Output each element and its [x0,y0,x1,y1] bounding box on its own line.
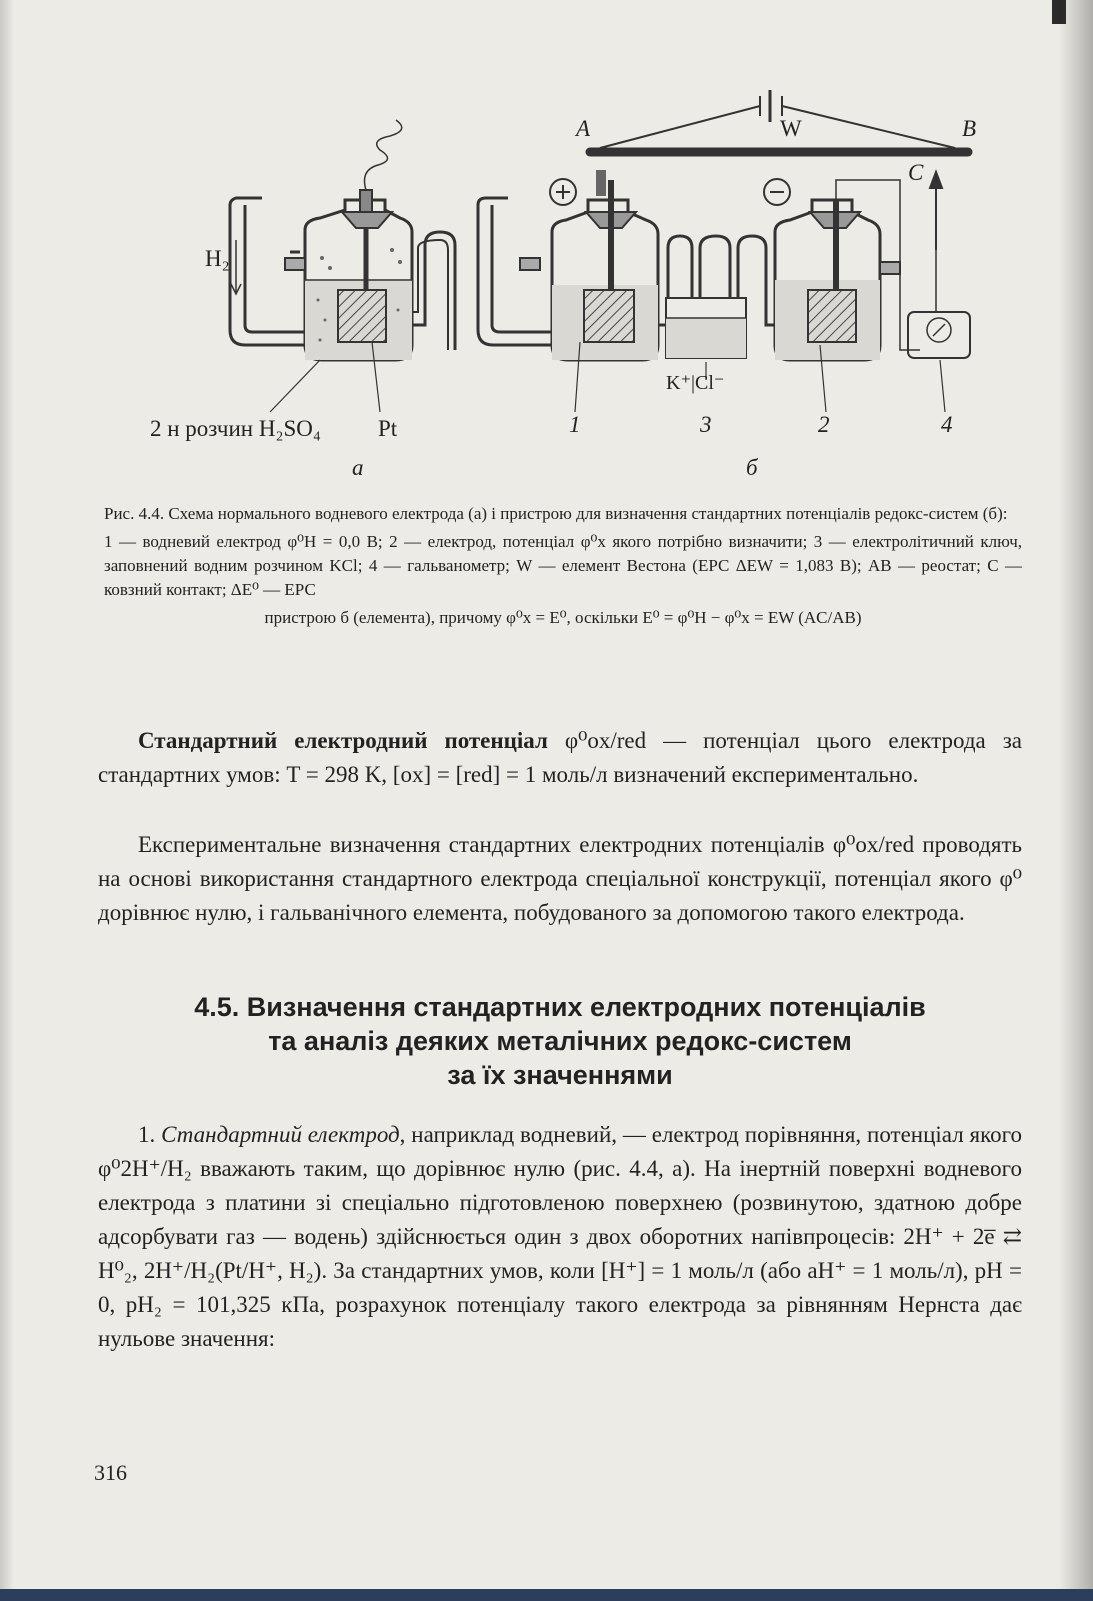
label-W: W [780,116,802,141]
letter-b: б [746,455,758,480]
label-B: B [962,116,977,141]
label-A: A [576,116,591,141]
label-3: 3 [700,412,712,437]
heading-line-1: 4.5. Визначення стандартних електродних потенціалів [194,992,926,1022]
hydrogen-electrode-a [230,120,455,412]
paragraph-standard-potential [98,724,1022,792]
caption-title: Рис. 4.4. Схема нормального водневого електрода (а) і пристрою для визначення стандартних потенціалів редокс-систем (б): [104,504,1008,523]
page-number: 316 [94,1460,127,1485]
label-2: 2 [818,412,830,437]
symbol-phi-ox-red: φ⁰ox/red [564,728,647,753]
paragraph-standard-electrode [98,1118,1022,1356]
letter-a: а [352,455,364,480]
heading-line-2: та аналіз деяких металічних редокс-систем [268,1026,852,1056]
kcl-label: K⁺|Cl⁻ [666,372,725,394]
label-1: 1 [569,412,581,437]
figure-caption [104,502,1022,630]
term-standard-potential: Стандартний електродний потенціал [138,728,548,753]
scan-bottom-bar [0,1589,1093,1601]
standard-electrode-text: , наприклад водневий, — електрод порівняння, потенціал якого φ⁰2H⁺/H₂ вважають таким, що дорівнює нулю (рис. 4.4, а). На інертній поверхні водневого електрода з платини зі спеціально підготовленою поверхнею (розвинутою, здатною добре адсорбувати газ — водень) здійснюється один з двох оборотних напівпроцесів: 2H⁺ + 2e̅ ⇄ H⁰₂, 2H⁺/H₂(Pt/H⁺, H₂). За стандартних умов, коли [H⁺] = 1 моль/л (або aH⁺ = 1 моль/л), pH = 0, pH₂ = 101,325 кПа, розрахунок потенціалу такого електрода за рівнянням Нернста дає нульове значення: [98,1122,1022,1351]
list-number: 1. [138,1122,162,1147]
label-4: 4 [941,412,953,437]
h2-inlet-label: H₂ [205,246,230,271]
paragraph-experimental [98,828,1022,930]
solution-label: 2 н розчин H₂SO₄ [150,416,321,441]
measurement-device-b [478,90,970,412]
term-standard-electrode: Стандартний електрод [161,1122,400,1147]
definition-text: — потенціал цього електрода за стандартних умов: T = 298 K, [ox] = [red] = 1 моль/л визначений експериментально. [98,728,1022,787]
label-C: C [908,160,924,185]
heading-line-3: за їх значеннями [447,1060,673,1090]
experimental-text: Експериментальне визначення стандартних електродних потенціалів φ⁰ox/red проводять на основі використання стандартного електрода спеціальної конструкції, потенціал якого φ⁰ дорівнює нулю, і гальванічного елемента, побудованого за допомогою такого електрода. [98,832,1022,925]
caption-legend: 1 — водневий електрод φ⁰H = 0,0 В; 2 — електрод, потенціал φ⁰x якого потрібно визначити; 3 — електролітичний ключ, заповнений водним розчином KCl; 4 — гальванометр; W — елемент Вестона (ЕРС ΔEW = 1,083 В); AB — реостат; C — ковзний контакт; ΔE⁰ — ЕРС [104,532,1022,599]
section-heading [120,990,1000,1092]
pt-label: Pt [378,416,398,441]
caption-formula: пристрою б (елемента), причому φ⁰x = E⁰, оскільки E⁰ = φ⁰H − φ⁰x = EW (AC/AB) [264,608,862,627]
